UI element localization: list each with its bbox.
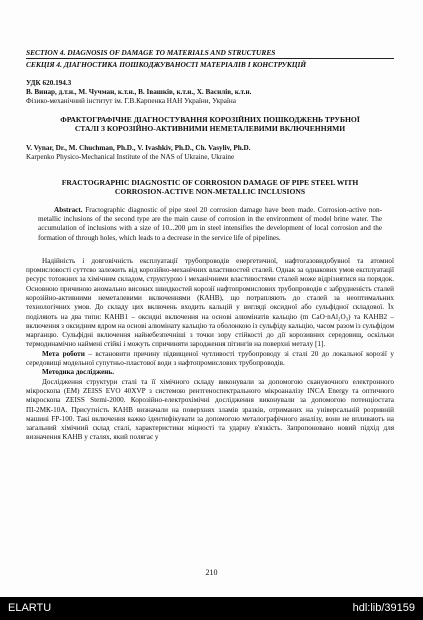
page-number: 210 bbox=[205, 568, 218, 577]
method-heading: Методика досліджень. bbox=[42, 368, 115, 377]
affiliation-uk: Фізико-механічний інститут ім. Г.В.Карпенка НАН України, Україна bbox=[26, 97, 236, 105]
title-uk: ФРАКТОГРАФІЧНЕ ДІАГНОСТУВАННЯ КОРОЗІЙНИХ ПОШКОДЖЕНЬ ТРУБНОЇ СТАЛІ З КОРОЗІЙНО-АКТИВНИМИ НЕМЕТАЛЕВИМИ ВКЛЮЧЕННЯМИ bbox=[60, 115, 360, 134]
authors-en: V. Vynar, Dr., M. Chuchman, Ph.D., V. Ivashkiv, Ph.D., Ch. Vasyliv, Ph.D. bbox=[26, 143, 251, 152]
goal-label: Мета роботи bbox=[42, 349, 85, 358]
body-text bbox=[26, 257, 394, 443]
abstract-text: Fractographic diagnostic of pipe steel 20 corrosion damage have been made. Corrosion-active non-metallic inclusions of the second type are the main cause of corrosion in the environment of model brine water. The accumulation of inclusions with a size of 10...200 µm in steel intensifies the development of local corrosion and the formation of through holes, which leads to a decrease in the service life of pipelines. bbox=[38, 205, 382, 242]
body-paragraph-1: Надійність і довговічність експлуатації трубопроводів енергетичної, нафтогазовидобувної та атомної промисловості суттєво залежить від корозійно-механічних властивостей сталей. Однак за однакових умов експлуатації ресурс тотожних за хімічним складом, структурою і механічними властивостями сталей може відрізнятися на порядок. Основною причиною аномально високих швидкостей корозії нафтопромислових трубопроводів є забрудненість сталей корозійно-активними неметалевими включеннями (КАНВ), що потрапляють до сталей за неоптимальних технологічних умов. До складу цих включень входить кальцій у вигляді оксидної або сульфідної складової. Їх поділяють на два типи: КАНВ1 – оксидні включення на основі алюмінатів кальцію (m CaO·nAl₂O₃) та КАНВ2 – включення з оксидним ядром на основі алюмінату кальцію та оболонкою із сульфіду кальцію, часом разом із сульфідом марганцю. Сульфідні включення найнебезпечніші з точки зору стійкості до дії корозивних середовищ, оскільки термодинамічно наймені стійкі і можуть спричиняти зародження пітингів на поверхні металу [1]. bbox=[26, 256, 394, 349]
abstract-label: Abstract. bbox=[54, 205, 83, 214]
udk-code: УДК 620.194.3 bbox=[26, 79, 72, 87]
goal-paragraph bbox=[26, 350, 394, 369]
body-paragraph-3: Дослідження структури сталі та її хімічного складу виконували за допомогою сканувочного електронного мікроскопа (ЕМ) ZEISS EVO 40XVP з системою рентгеноспектрального мікроаналізу INCA Energy та оптичного мікроскопа ZEISS Stemi-2000. Корозійно-електрохімічні дослідження виконували за допомогою потенціостата ПІ-2МК-10А. Присутність КАНВ визначали на поверхнях зламів зразків, отриманих на універсальній розривній машині FP-100. Такі включення важко ідентифікувати за допомогою металографічного аналізу, вони не впливають на загальний хімічний склад сталі, характеристики міцності та ударну в'язкість. Запропоновано новий підхід для визначення КАНВ у сталях, який полягає у bbox=[26, 377, 394, 442]
title-en: FRACTOGRAPHIC DIAGNOSTIC OF CORROSION DAMAGE OF PIPE STEEL WITH CORROSION-ACTIVE NON-METALLIC INCLUSIONS bbox=[61, 177, 359, 197]
english-authors-block bbox=[26, 144, 394, 162]
page-content bbox=[26, 48, 394, 443]
affiliation-en: Karpenko Physico-Mechanical Institute of the NAS of Ukraine, Ukraine bbox=[26, 152, 235, 161]
section-header-uk: СЕКЦІЯ 4. ДІАГНОСТИКА ПОШКОДЖУВАНОСТІ МАТЕРІАЛІВ І КОНСТРУКЦІЙ bbox=[26, 60, 307, 69]
authors-uk: В. Винар, д.т.н., М. Чучман, к.т.н., В. Івашків, к.т.н., Х. Василів, к.т.н. bbox=[26, 88, 252, 96]
footer-repository-name: ELARTU bbox=[8, 602, 52, 614]
abstract-paragraph bbox=[26, 206, 394, 243]
header-divider bbox=[26, 58, 394, 59]
footer-handle-id: hdl:lib/39159 bbox=[352, 602, 415, 614]
goal-text: – встановити причину підвищеної чутливості трубопроводу зі сталі 20 до локальної корозії у середовищі модельної супутньо-пластової води з нафтопромислових трубопроводів. bbox=[26, 349, 394, 368]
footer-bar bbox=[0, 597, 423, 620]
section-header-en: SECTION 4. DIAGNOSIS OF DAMAGE TO MATERIALS AND STRUCTURES bbox=[26, 48, 276, 57]
